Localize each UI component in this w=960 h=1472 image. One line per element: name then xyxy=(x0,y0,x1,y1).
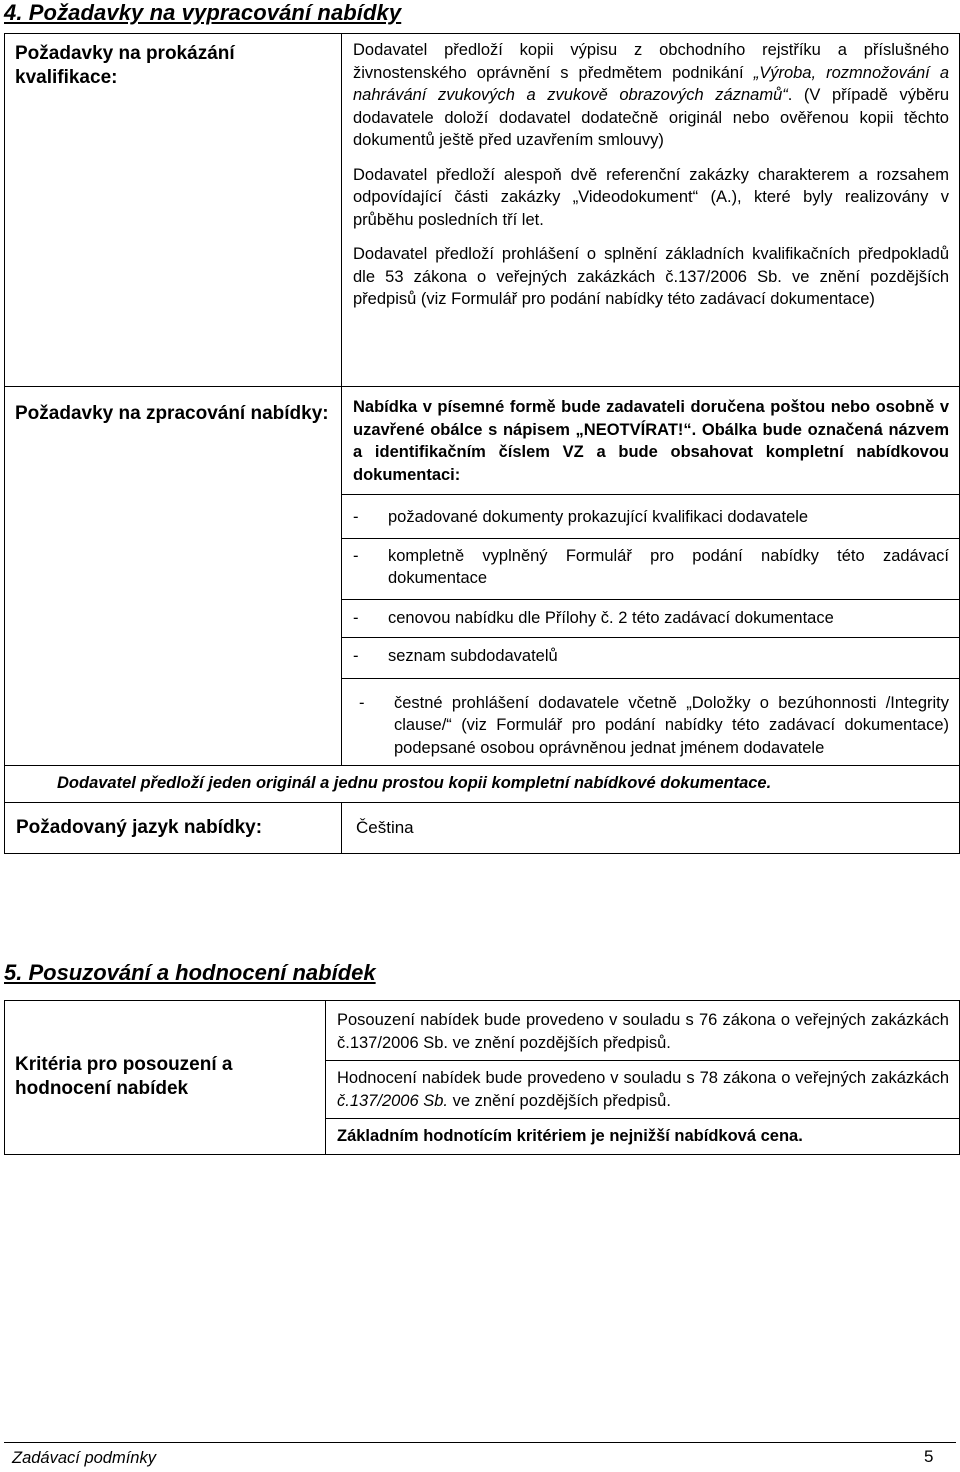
criteria-table xyxy=(4,1000,960,1155)
list-item xyxy=(353,495,949,538)
page-number: 5 xyxy=(924,1447,934,1466)
dash: - xyxy=(353,508,359,526)
list-item-text: cenovou nabídku dle Přílohy č. 2 této zadávací dokumentace xyxy=(388,608,834,627)
italic-text: „Výroba, rozmnožování a nahrávání zvukových a zvukově obrazových záznamů“ xyxy=(353,63,949,104)
kvalifikace-paragraph-3: Dodavatel předloží prohlášení o splnění základních kvalifikačních předpokladů dle 53 zákona o veřejných zakázkách č.137/2006 Sb. ve znění pozdějších předpisů (viz Formulář pro podání nabídky této zadávací dokumentace) xyxy=(353,245,949,308)
dash: - xyxy=(353,546,359,565)
footer-divider xyxy=(4,1442,956,1443)
zpracovani-bold-paragraph: Nabídka v písemné formě bude zadavateli doručena poštou nebo osobně v uzavřené obálce s nápisem „NEOTVÍRAT!“. Obálka bude označená názvem a identifikačním číslem VZ a bude obsahovat kompletní nabídkovou dokumentaci: xyxy=(353,398,949,484)
list-item-text: požadované dokumenty prokazující kvalifikaci dodavatele xyxy=(388,508,809,526)
kvalifikace-content xyxy=(342,34,960,387)
italic-text: č.137/2006 Sb. xyxy=(337,1091,449,1110)
main-criterion: Základním hodnotícím kritériem je nejnižší nabídková cena. xyxy=(326,1119,960,1155)
section-5-title: 5. Posuzování a hodnocení nabídek xyxy=(4,960,376,985)
dash: - xyxy=(359,693,365,712)
list-item-text: kompletně vyplněný Formulář pro podání nabídky této zadávací dokumentace xyxy=(388,546,949,587)
dash: - xyxy=(353,647,359,665)
list-item xyxy=(353,679,949,766)
list-item-text: čestné prohlášení dodavatele včetně „Doložky o bezúhonnosti /Integrity clause/“ (viz Formulář pro podání nabídky této zadávací dokumentace) podepsané osobou oprávněnou jednat jménem dodavatele xyxy=(394,693,949,757)
zpracovani-label: Požadavky na zpracování nabídky: xyxy=(5,387,342,766)
list-item xyxy=(353,600,949,638)
dash: - xyxy=(353,608,359,627)
criteria-label: Kritéria pro posouzení a hodnocení nabídek xyxy=(5,1001,326,1155)
kvalifikace-paragraph-2: Dodavatel předloží alespoň dvě referenční zakázky charakterem a rozsahem odpovídající části zakázky „Videodokument“ (A.), které byly realizovány v průběhu posledních tří let. xyxy=(353,165,949,229)
original-copy-note: Dodavatel předloží jeden originál a jednu prostou kopii kompletní nabídkové dokumentace. xyxy=(5,766,960,803)
footer-title: Zadávací podmínky xyxy=(12,1449,156,1467)
hodnoceni-text xyxy=(326,1061,960,1119)
kvalifikace-label: Požadavky na prokázání kvalifikace: xyxy=(5,34,342,387)
text-span: ve znění pozdějších předpisů. xyxy=(448,1091,671,1110)
zpracovani-content xyxy=(342,387,960,766)
text-span: Dodavatel předloží kopii výpisu z obchodního rejstříku a příslušného živnostenského oprávnění s předmětem podnikání xyxy=(353,41,949,82)
text-span: . (V případě výběru dodavatele doloží dodavatel dodatečně originál nebo ověřenou kopii těchto dokumentů ještě před uzavřením smlouvy) xyxy=(353,86,949,149)
language-value: Čeština xyxy=(342,803,960,854)
list-item-text: seznam subdodavatelů xyxy=(388,647,558,665)
list-item xyxy=(353,638,949,678)
posouzeni-text: Posouzení nabídek bude provedeno v souladu s 76 zákona o veřejných zakázkách č.137/2006 Sb. ve znění pozdějších předpisů. xyxy=(326,1001,960,1061)
kvalifikace-paragraph-1 xyxy=(353,34,949,152)
list-item xyxy=(353,539,949,599)
language-label: Požadovaný jazyk nabídky: xyxy=(5,803,342,854)
requirements-table xyxy=(4,33,960,854)
section-4-title: 4. Požadavky na vypracování nabídky xyxy=(4,0,402,25)
text-span: Hodnocení nabídek bude provedeno v souladu s 78 zákona o veřejných zakázkách xyxy=(337,1069,949,1087)
